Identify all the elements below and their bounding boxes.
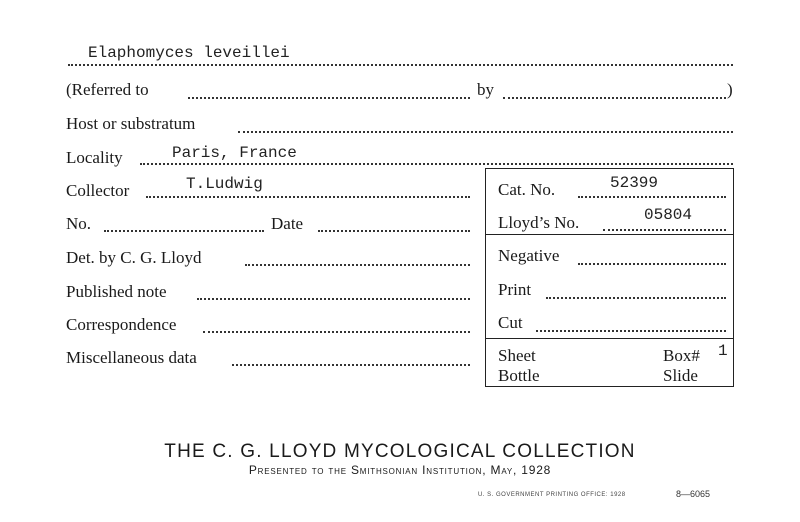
lloyds-no-label: Lloyd’s No. xyxy=(498,213,580,232)
box-right-border xyxy=(733,168,734,386)
close-paren: ) xyxy=(727,80,733,99)
locality-value: Paris, France xyxy=(172,144,297,162)
published-note-line xyxy=(197,298,470,300)
bottle-label: Bottle xyxy=(498,366,540,385)
negative-line xyxy=(578,263,726,265)
lloyds-no-value: 05804 xyxy=(644,206,693,224)
print-label: Print xyxy=(498,280,532,299)
det-by-label: Det. by C. G. Lloyd xyxy=(66,248,202,267)
cat-no-label: Cat. No. xyxy=(498,180,556,199)
lloyds-no-line xyxy=(603,229,726,231)
misc-data-label: Miscellaneous data xyxy=(66,348,197,367)
box-value: 1 xyxy=(718,342,728,360)
date-line xyxy=(318,230,470,232)
cat-no-value: 52399 xyxy=(610,174,659,192)
slide-label: Slide xyxy=(663,366,698,385)
det-by-line xyxy=(245,264,470,266)
cat-no-line xyxy=(578,196,726,198)
no-line xyxy=(104,230,264,232)
published-note-label: Published note xyxy=(66,282,167,301)
no-label: No. xyxy=(66,214,92,233)
box-top-border xyxy=(485,168,734,169)
collection-subtitle: Presented to the Smithsonian Institution, May, 1928 xyxy=(248,463,552,477)
cut-label: Cut xyxy=(498,313,523,332)
box-left-border xyxy=(485,168,486,386)
box-label: Box# xyxy=(663,346,700,365)
negative-label: Negative xyxy=(498,246,560,265)
specimen-name: Elaphomyces leveillei xyxy=(88,44,290,62)
by-label: by xyxy=(477,80,494,99)
collection-title: THE C. G. LLOYD MYCOLOGICAL COLLECTION xyxy=(164,441,636,462)
locality-line xyxy=(140,163,733,165)
collector-value: T.Ludwig xyxy=(186,175,263,193)
box-bottom-border xyxy=(485,386,734,387)
printer-imprint: U. S. GOVERNMENT PRINTING OFFICE: 1928 xyxy=(478,492,626,498)
locality-label: Locality xyxy=(66,148,123,167)
box-divider-2 xyxy=(485,338,734,339)
referred-to-label: (Referred to xyxy=(66,80,149,99)
cut-line xyxy=(536,330,726,332)
collector-line xyxy=(146,196,470,198)
form-code: 8—6065 xyxy=(676,489,711,499)
collector-label: Collector xyxy=(66,181,130,200)
misc-data-line xyxy=(232,364,470,366)
correspondence-line xyxy=(203,331,470,333)
print-line xyxy=(546,297,726,299)
sheet-label: Sheet xyxy=(498,346,536,365)
by-line xyxy=(503,97,726,99)
referred-to-line xyxy=(188,97,470,99)
host-label: Host or substratum xyxy=(66,114,196,133)
correspondence-label: Correspondence xyxy=(66,315,177,334)
specimen-name-line xyxy=(68,64,733,66)
date-label: Date xyxy=(271,214,304,233)
box-divider-1 xyxy=(485,234,734,235)
host-line xyxy=(238,131,733,133)
